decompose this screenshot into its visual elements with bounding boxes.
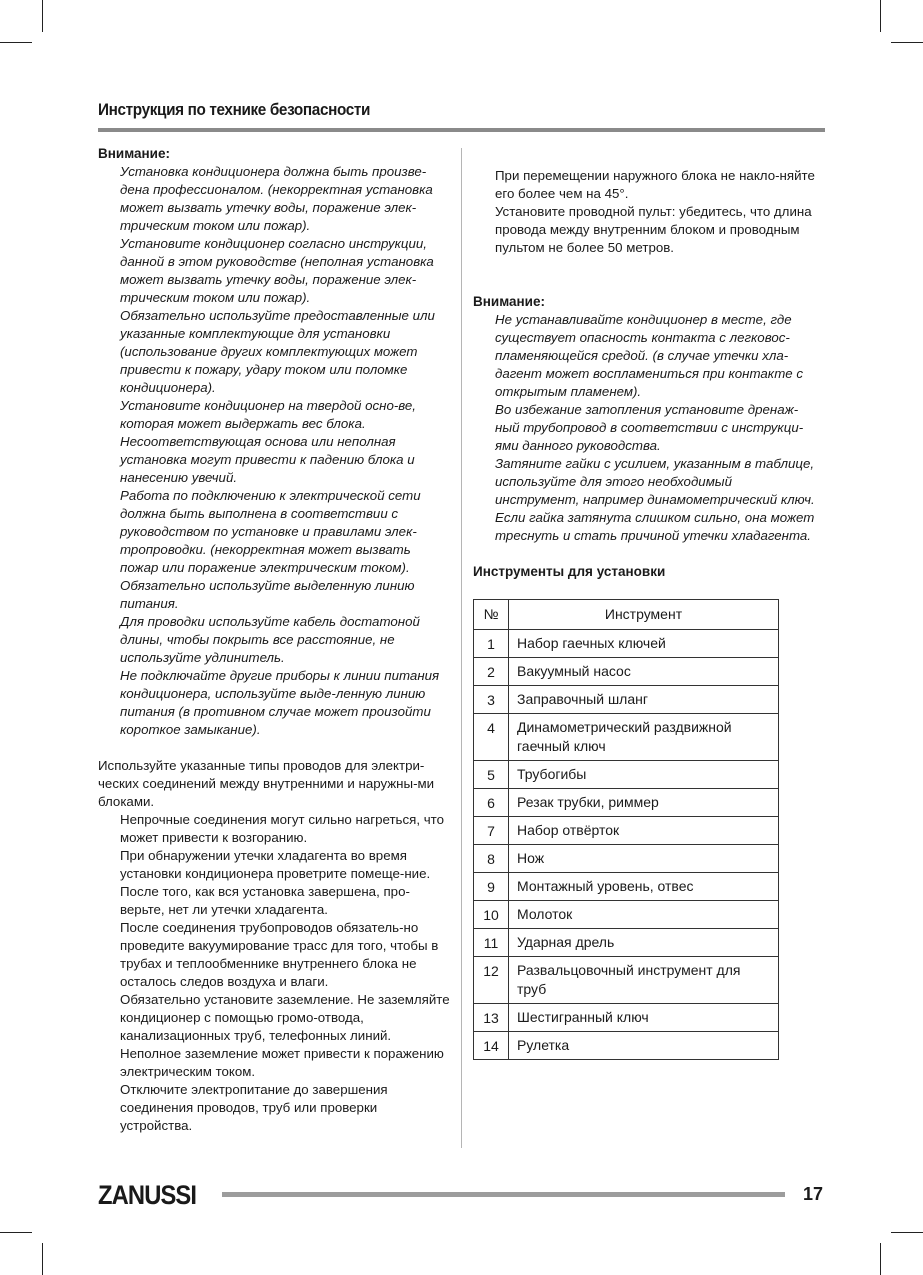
wiring-list xyxy=(98,811,450,1135)
table-row xyxy=(474,817,779,845)
row-number: 8 xyxy=(474,845,509,873)
table-row xyxy=(474,761,779,789)
left-column xyxy=(98,145,450,1135)
crop-mark xyxy=(891,1232,923,1233)
wiring-item: После того, как вся установка завершена, про-верьте, нет ли утечки хладагента. xyxy=(120,884,410,917)
row-number: 11 xyxy=(474,929,509,957)
row-tool: Набор гаечных ключей xyxy=(509,630,779,658)
crop-mark xyxy=(880,1243,881,1275)
warning-list xyxy=(473,311,818,545)
warning-item: Для проводки используйте кабель достатоной длины, чтобы покрыть все расстояние, не используйте удлинитель. xyxy=(120,614,420,665)
intro-list xyxy=(473,167,818,257)
row-tool: Трубогибы xyxy=(509,761,779,789)
row-tool: Развальцовочный инструмент для труб xyxy=(509,957,779,1004)
table-row xyxy=(474,789,779,817)
table-row xyxy=(474,630,779,658)
row-tool: Рулетка xyxy=(509,1032,779,1060)
table-header-tool: Инструмент xyxy=(509,600,779,630)
warning-item: Затяните гайки с усилием, указанным в таблице, используйте для этого необходимый инструмент, например динамометрический ключ. Если гайка затянута слишком сильно, она может треснуть и стать причиной утечки хладагента. xyxy=(495,456,815,543)
page-title: Инструкция по технике безопасности xyxy=(98,100,371,119)
warning-item: Установите кондиционер согласно инструкции, данной в этом руководстве (неполная установка может вызвать утечку воды, поражение элек-трическим током или пожар). xyxy=(120,236,434,305)
row-tool: Заправочный шланг xyxy=(509,686,779,714)
table-row xyxy=(474,845,779,873)
row-tool: Нож xyxy=(509,845,779,873)
table-header-number: № xyxy=(474,600,509,630)
header-rule xyxy=(98,128,825,132)
right-column xyxy=(473,167,818,1060)
crop-mark xyxy=(0,1232,32,1233)
warning-heading: Внимание: xyxy=(98,146,170,161)
table-row xyxy=(474,901,779,929)
row-tool: Набор отвёрток xyxy=(509,817,779,845)
table-row xyxy=(474,714,779,761)
row-number: 6 xyxy=(474,789,509,817)
wiring-item: При обнаружении утечки хладагента во время установки кондиционера проветрите помеще-ние. xyxy=(120,848,431,881)
row-tool: Ударная дрель xyxy=(509,929,779,957)
footer-rule xyxy=(222,1192,785,1197)
warning-item: Установите кондиционер на твердой осно-ве, которая может выдержать вес блока. Несоответствующая основа или неполная установка могут привести к падению блока и нанесению увечий. xyxy=(120,398,416,485)
row-tool: Молоток xyxy=(509,901,779,929)
table-row xyxy=(474,929,779,957)
wiring-item: Отключите электропитание до завершения соединения проводов, труб или проверки устройства. xyxy=(120,1082,388,1133)
row-number: 5 xyxy=(474,761,509,789)
table-row xyxy=(474,873,779,901)
table-row xyxy=(474,686,779,714)
row-number: 14 xyxy=(474,1032,509,1060)
intro-item: Установите проводной пульт: убедитесь, что длина провода между внутренним блоком и проводным пультом не более 50 метров. xyxy=(495,204,812,255)
row-number: 13 xyxy=(474,1004,509,1032)
page-number: 17 xyxy=(803,1184,824,1204)
crop-mark xyxy=(42,0,43,32)
warning-item: Не устанавливайте кондиционер в месте, где существует опасность контакта с легковос-пламеняющейся средой. (в случае утечки хла-дагент может воспламениться при контакте с открытым пламенем). xyxy=(495,312,804,399)
row-tool: Монтажный уровень, отвес xyxy=(509,873,779,901)
row-tool: Вакуумный насос xyxy=(509,658,779,686)
warning-item: Обязательно используйте предоставленные или указанные комплектующие для установки (использование других комплектующих может привести к пожару, удару током или поломке кондиционера). xyxy=(120,308,435,395)
row-number: 3 xyxy=(474,686,509,714)
crop-mark xyxy=(891,42,923,43)
table-row xyxy=(474,1032,779,1060)
column-divider xyxy=(461,148,462,1148)
wiring-item: После соединения трубопроводов обязатель-но проведите вакуумирование трасс для того, чтобы в трубах и теплообменнике внутреннего блока не осталось следов воздуха и влаги. xyxy=(120,920,439,989)
table-row xyxy=(474,1004,779,1032)
row-number: 7 xyxy=(474,817,509,845)
row-tool: Динамометрический раздвижной гаечный ключ xyxy=(509,714,779,761)
crop-mark xyxy=(42,1243,43,1275)
crop-mark xyxy=(880,0,881,32)
row-number: 1 xyxy=(474,630,509,658)
row-tool: Шестигранный ключ xyxy=(509,1004,779,1032)
brand-logo: ZANUSSI xyxy=(98,1180,197,1210)
warning-item: Установка кондиционера должна быть произве-дена профессионалом. (некорректная установка может вызвать утечку воды, поражение элек-трическим током или пожар). xyxy=(120,164,433,233)
warning-item: Не подключайте другие приборы к линии питания кондиционера, используйте выде-ленную линию питания (в противном случае может произойти короткое замыкание). xyxy=(120,668,440,737)
wiring-item: Непрочные соединения могут сильно нагреться, что может привести к возгоранию. xyxy=(120,812,444,845)
row-number: 4 xyxy=(474,714,509,761)
warning-item: Работа по подключению к электрической сети должна быть выполнена в соответствии с руководством по установке и правилами элек-тропроводки. (некорректная может вызвать пожар или поражение электрическим током). xyxy=(120,488,421,575)
row-number: 12 xyxy=(474,957,509,1004)
wiring-item: Обязательно установите заземление. Не заземляйте кондиционер с помощью громо-отвода, канализационных труб, телефонных линий. Неполное заземление может привести к поражению электрическим током. xyxy=(120,992,450,1079)
row-number: 9 xyxy=(474,873,509,901)
intro-item: При перемещении наружного блока не накло-няйте его более чем на 45°. xyxy=(495,168,815,201)
warning-item: Обязательно используйте выделенную линию питания. xyxy=(120,578,415,611)
warning-list xyxy=(98,163,450,739)
table-row xyxy=(474,658,779,686)
wiring-intro: Используйте указанные типы проводов для электри-ческих соединений между внутренними и наружны-ми блоками. xyxy=(98,758,435,809)
warning-item: Во избежание затопления установите дренаж-ный трубопровод в соответствии с инструкци-ями данного руководства. xyxy=(495,402,804,453)
row-tool: Резак трубки, риммер xyxy=(509,789,779,817)
warning-heading: Внимание: xyxy=(473,294,545,309)
table-row xyxy=(474,957,779,1004)
tools-table xyxy=(473,599,779,1060)
tools-heading: Инструменты для установки xyxy=(473,564,666,579)
crop-mark xyxy=(0,42,32,43)
row-number: 10 xyxy=(474,901,509,929)
row-number: 2 xyxy=(474,658,509,686)
